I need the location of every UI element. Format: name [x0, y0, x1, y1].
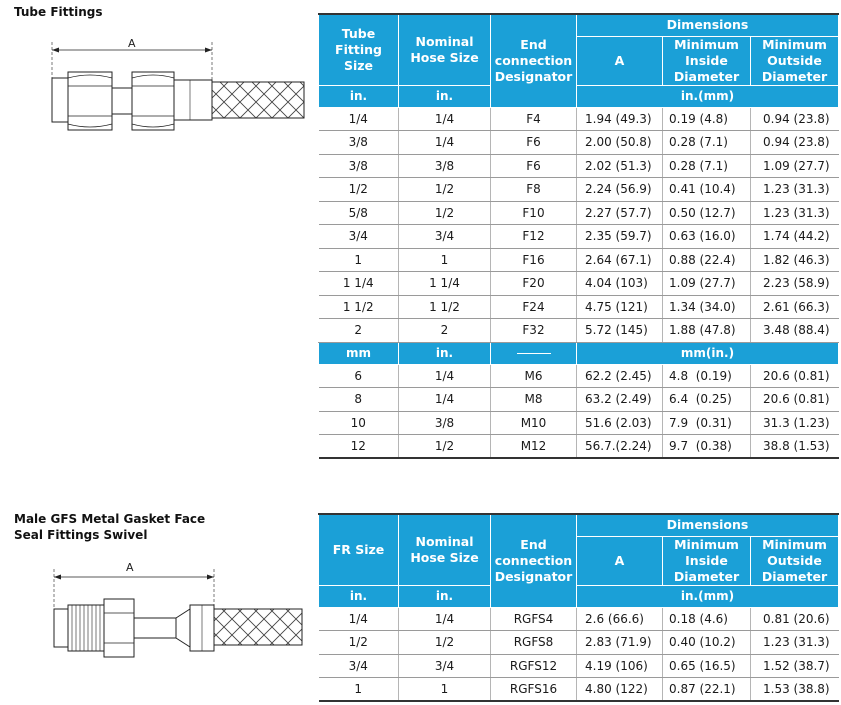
dimension-label-a: A — [128, 37, 136, 50]
dimension-label-a-2: A — [126, 561, 134, 574]
table-cell: 3/4 — [319, 654, 399, 678]
table-row — [319, 272, 839, 296]
header-min-inside-diameter: Minimum Inside Diameter — [663, 36, 751, 85]
table-cell: 0.65 (16.5) — [663, 654, 751, 678]
header-nominal-hose-size-2: Nominal Hose Size — [399, 514, 491, 585]
table-cell: 1.52 (38.7) — [751, 654, 839, 678]
table-cell: 1.34 (34.0) — [663, 295, 751, 319]
table-cell: 3/8 — [399, 411, 491, 435]
unit-dims-mm: mm(in.) — [577, 342, 839, 364]
table-cell: 1.09 (27.7) — [663, 272, 751, 296]
table-cell: 51.6 (2.03) — [577, 411, 663, 435]
table-cell: 1 1/2 — [399, 295, 491, 319]
table-row — [319, 295, 839, 319]
table-cell: 0.40 (10.2) — [663, 631, 751, 655]
table-cell: 1.82 (46.3) — [751, 248, 839, 272]
gfs-fittings-table — [318, 513, 839, 702]
section-title-tube-fittings: Tube Fittings — [14, 5, 103, 19]
header-min-outside-diameter-2: Minimum Outside Diameter — [751, 536, 839, 585]
table-cell: RGFS12 — [491, 654, 577, 678]
table-cell: 0.94 (23.8) — [751, 107, 839, 131]
table-cell: 1 — [399, 248, 491, 272]
unit-dims-2: in.(mm) — [577, 585, 839, 607]
table-row — [319, 607, 839, 631]
table-cell: 1.23 (31.3) — [751, 631, 839, 655]
header-a: A — [577, 36, 663, 85]
table-cell: 1.94 (49.3) — [577, 107, 663, 131]
table-row — [319, 178, 839, 202]
table-cell: 0.18 (4.6) — [663, 607, 751, 631]
table-row — [319, 154, 839, 178]
header-dimensions-2: Dimensions — [577, 514, 839, 536]
table-cell: 3/4 — [319, 225, 399, 249]
header-tube-fitting-size: Tube Fitting Size — [319, 14, 399, 85]
section-title-gfs-line1: Male GFS Metal Gasket Face — [14, 512, 206, 526]
table-cell: 0.81 (20.6) — [751, 607, 839, 631]
table-cell: 1/4 — [399, 388, 491, 412]
table-cell: 0.87 (22.1) — [663, 678, 751, 702]
table-cell: 2.27 (57.7) — [577, 201, 663, 225]
table-cell: F16 — [491, 248, 577, 272]
table-cell: F4 — [491, 107, 577, 131]
header-end-connection-designator: End connection Designator — [491, 14, 577, 107]
table-cell: 1 — [399, 678, 491, 702]
table-cell: 10 — [319, 411, 399, 435]
table-row — [319, 201, 839, 225]
table-cell: 12 — [319, 435, 399, 459]
table-row — [319, 364, 839, 388]
table-cell: 4.8 (0.19) — [663, 364, 751, 388]
unit-size-2: in. — [319, 585, 399, 607]
table-cell: 1/4 — [319, 607, 399, 631]
table-row — [319, 631, 839, 655]
table-cell: 1 — [319, 678, 399, 702]
table-cell: RGFS8 — [491, 631, 577, 655]
table-cell: M12 — [491, 435, 577, 459]
table-cell: 3/4 — [399, 654, 491, 678]
table-cell: 1.88 (47.8) — [663, 319, 751, 343]
table-cell: 20.6 (0.81) — [751, 364, 839, 388]
header-nominal-hose-size: Nominal Hose Size — [399, 14, 491, 85]
table-cell: 6.4 (0.25) — [663, 388, 751, 412]
header-fr-size: FR Size — [319, 514, 399, 585]
table-row — [319, 388, 839, 412]
dash-line — [517, 353, 551, 354]
header-a-2: A — [577, 536, 663, 585]
table-cell: 3/8 — [319, 131, 399, 155]
unit-size: in. — [319, 85, 399, 107]
table-row — [319, 131, 839, 155]
tube-fitting-drawing — [40, 30, 305, 165]
table-cell: 1.23 (31.3) — [751, 178, 839, 202]
section-title-gfs — [14, 511, 205, 543]
table-cell: 1/4 — [399, 131, 491, 155]
table-cell: M6 — [491, 364, 577, 388]
table-cell: 3/8 — [319, 154, 399, 178]
section-title-gfs-line2: Seal Fittings Swivel — [14, 528, 148, 542]
table-cell: 1/4 — [319, 107, 399, 131]
unit-dims: in.(mm) — [577, 85, 839, 107]
unit-hose-2: in. — [399, 585, 491, 607]
table-cell: 1/4 — [399, 107, 491, 131]
table-cell: 6 — [319, 364, 399, 388]
table-cell: 9.7 (0.38) — [663, 435, 751, 459]
table-cell: M8 — [491, 388, 577, 412]
table-cell: 2.00 (50.8) — [577, 131, 663, 155]
table-cell: 3/4 — [399, 225, 491, 249]
table-cell: 2.23 (58.9) — [751, 272, 839, 296]
header-dimensions: Dimensions — [577, 14, 839, 36]
table-cell: F8 — [491, 178, 577, 202]
unit-hose: in. — [399, 85, 491, 107]
table-cell: 3/8 — [399, 154, 491, 178]
table-cell: 1/4 — [399, 364, 491, 388]
table-cell: 1 1/4 — [399, 272, 491, 296]
table-cell: 1/2 — [319, 631, 399, 655]
table-cell: 0.28 (7.1) — [663, 131, 751, 155]
table-cell: 2.83 (71.9) — [577, 631, 663, 655]
table-cell: 0.19 (4.8) — [663, 107, 751, 131]
table-cell: 5/8 — [319, 201, 399, 225]
table-cell: 3.48 (88.4) — [751, 319, 839, 343]
table-cell: 5.72 (145) — [577, 319, 663, 343]
table-cell: 1/2 — [319, 178, 399, 202]
table-cell: 0.88 (22.4) — [663, 248, 751, 272]
table-cell: F32 — [491, 319, 577, 343]
table-cell: 20.6 (0.81) — [751, 388, 839, 412]
table-cell: 2 — [319, 319, 399, 343]
table-row — [319, 411, 839, 435]
unit-end-dash — [491, 342, 577, 364]
table-cell: F6 — [491, 154, 577, 178]
table-row — [319, 107, 839, 131]
table-cell: 1 1/4 — [319, 272, 399, 296]
table-cell: 62.2 (2.45) — [577, 364, 663, 388]
table-cell: 1.74 (44.2) — [751, 225, 839, 249]
table-cell: F24 — [491, 295, 577, 319]
header-end-connection-designator-2: End connection Designator — [491, 514, 577, 607]
table-cell: 1/2 — [399, 201, 491, 225]
table-cell: 1/4 — [399, 607, 491, 631]
table-cell: M10 — [491, 411, 577, 435]
gfs-fitting-drawing — [40, 555, 305, 670]
table-cell: 2.64 (67.1) — [577, 248, 663, 272]
table-cell: 0.63 (16.0) — [663, 225, 751, 249]
table-cell: 1/2 — [399, 435, 491, 459]
table-cell: 0.41 (10.4) — [663, 178, 751, 202]
unit-hose-mm: in. — [399, 342, 491, 364]
tube-fittings-table — [318, 13, 839, 459]
table-cell: 8 — [319, 388, 399, 412]
table-cell: 1 1/2 — [319, 295, 399, 319]
table-cell: 4.75 (121) — [577, 295, 663, 319]
table-cell: 7.9 (0.31) — [663, 411, 751, 435]
table-cell: RGFS4 — [491, 607, 577, 631]
table-cell: 0.50 (12.7) — [663, 201, 751, 225]
unit-size-mm: mm — [319, 342, 399, 364]
header-min-inside-diameter-2: Minimum Inside Diameter — [663, 536, 751, 585]
table-cell: 4.04 (103) — [577, 272, 663, 296]
table-row — [319, 654, 839, 678]
table-cell: 0.94 (23.8) — [751, 131, 839, 155]
table-cell: 2 — [399, 319, 491, 343]
table-cell: F20 — [491, 272, 577, 296]
table-cell: F12 — [491, 225, 577, 249]
table-cell: 2.6 (66.6) — [577, 607, 663, 631]
table-row — [319, 225, 839, 249]
table-cell: 1/2 — [399, 631, 491, 655]
table-cell: 1.23 (31.3) — [751, 201, 839, 225]
table-cell: 63.2 (2.49) — [577, 388, 663, 412]
table-cell: 1 — [319, 248, 399, 272]
header-min-outside-diameter: Minimum Outside Diameter — [751, 36, 839, 85]
table-cell: 1.09 (27.7) — [751, 154, 839, 178]
table-cell: 4.80 (122) — [577, 678, 663, 702]
table-cell: 2.61 (66.3) — [751, 295, 839, 319]
table-row — [319, 435, 839, 459]
table-cell: 1.53 (38.8) — [751, 678, 839, 702]
table-cell: 38.8 (1.53) — [751, 435, 839, 459]
table-cell: 2.24 (56.9) — [577, 178, 663, 202]
table-cell: F6 — [491, 131, 577, 155]
table-cell: 31.3 (1.23) — [751, 411, 839, 435]
table-cell: 4.19 (106) — [577, 654, 663, 678]
table-cell: F10 — [491, 201, 577, 225]
table-cell: 56.7.(2.24) — [577, 435, 663, 459]
table-row — [319, 248, 839, 272]
table-cell: 2.02 (51.3) — [577, 154, 663, 178]
table-cell: 0.28 (7.1) — [663, 154, 751, 178]
table-cell: 1/2 — [399, 178, 491, 202]
table-row — [319, 678, 839, 702]
table-cell: 2.35 (59.7) — [577, 225, 663, 249]
table-row — [319, 319, 839, 343]
table-cell: RGFS16 — [491, 678, 577, 702]
